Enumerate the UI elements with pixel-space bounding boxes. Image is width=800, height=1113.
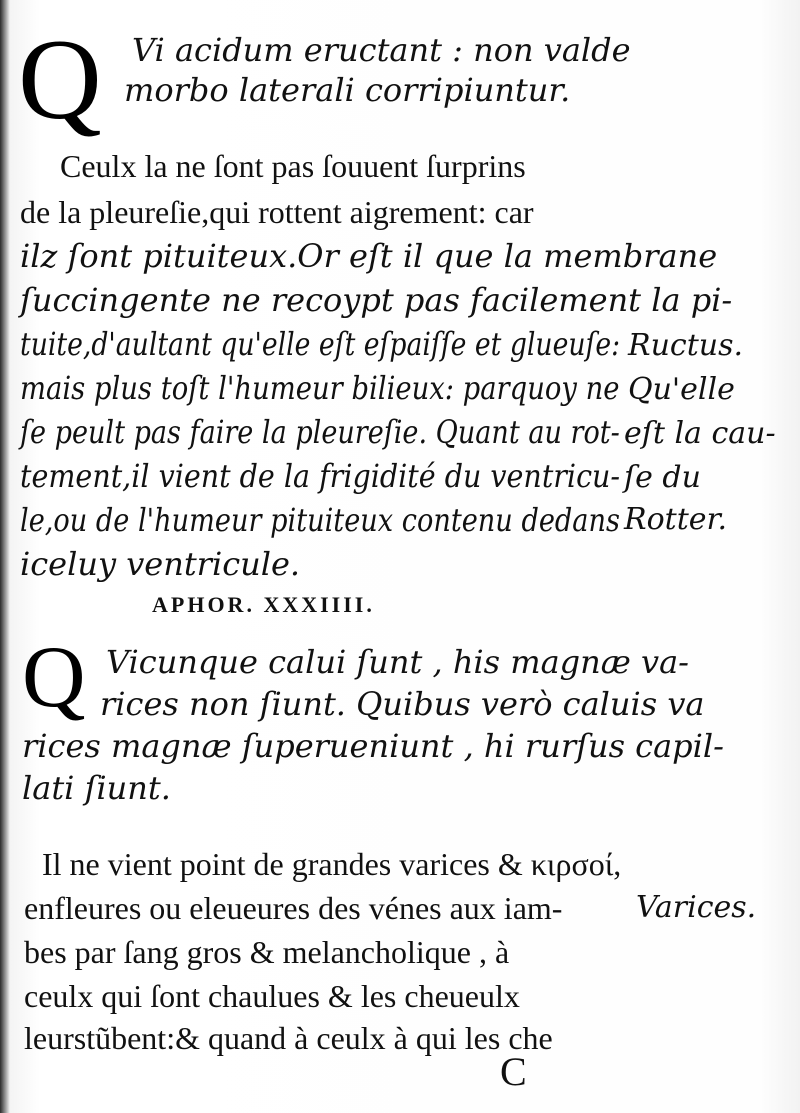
aphorism-heading: APHOR. XXXIIII. [152, 592, 375, 617]
margin-note: Ructus. [628, 328, 744, 363]
latin-line: rices magnæ ſuperueniunt , hi rurſus capil- [22, 727, 724, 765]
margin-note: Qu'elle [628, 372, 735, 407]
latin-line: Vi acidum eructant : non valde [132, 31, 631, 69]
commentary-line: tement,il vient de la frigidité du ventricu- [20, 457, 621, 495]
commentary-line: ilz ſont pituiteux.Or eſt il que la membrane [20, 237, 718, 275]
latin-line: morbo laterali corripiuntur. [124, 71, 571, 109]
commentary-line: leurstũbent:& quand à ceulx à qui les che [24, 1020, 553, 1056]
commentary-line: iceluy ventricule. [20, 545, 301, 583]
commentary-line: ſuccingente ne recoypt pas facilement la pi- [20, 281, 733, 319]
commentary-line: mais plus toſt l'humeur bilieux: parquoy ne [20, 369, 620, 407]
commentary-line: bes par ſang gros & melancholique , à [24, 934, 510, 970]
commentary-line: le,ou de l'humeur pituiteux contenu dedans [20, 501, 620, 539]
margin-note: Rotter. [624, 502, 728, 537]
latin-line: Vicunque calui ſunt , his magnæ va- [106, 643, 689, 681]
latin-line: rices non ſiunt. Quibus verò caluis va [100, 685, 705, 723]
commentary-line: ceulx qui ſont chaulues & les cheueulx [24, 978, 520, 1014]
drop-cap-q: Q [22, 629, 86, 726]
commentary-line: Ceulx la ne ſont pas ſouuent ſurprins [60, 148, 526, 184]
commentary-line: ſe peult pas faire la pleureſie. Quant au rot- [20, 413, 620, 451]
commentary-line: enfleures ou eleueures des vénes aux iam- [24, 890, 563, 926]
margin-note: ſe du [624, 460, 701, 495]
commentary-line: Il ne vient point de grandes varices & κιρσοί, [42, 846, 622, 882]
margin-note: eſt la cau- [624, 416, 776, 451]
commentary-line: de la pleureſie,qui rottent aigrement: car [20, 194, 534, 230]
latin-line: lati ſiunt. [22, 769, 171, 807]
signature-mark: C [500, 1049, 527, 1094]
drop-cap-q: Q [18, 16, 102, 144]
commentary-line: tuite,d'aultant qu'elle eſt eſpaiſſe et glueuſe: [20, 325, 621, 363]
margin-note: Varices. [636, 890, 757, 925]
